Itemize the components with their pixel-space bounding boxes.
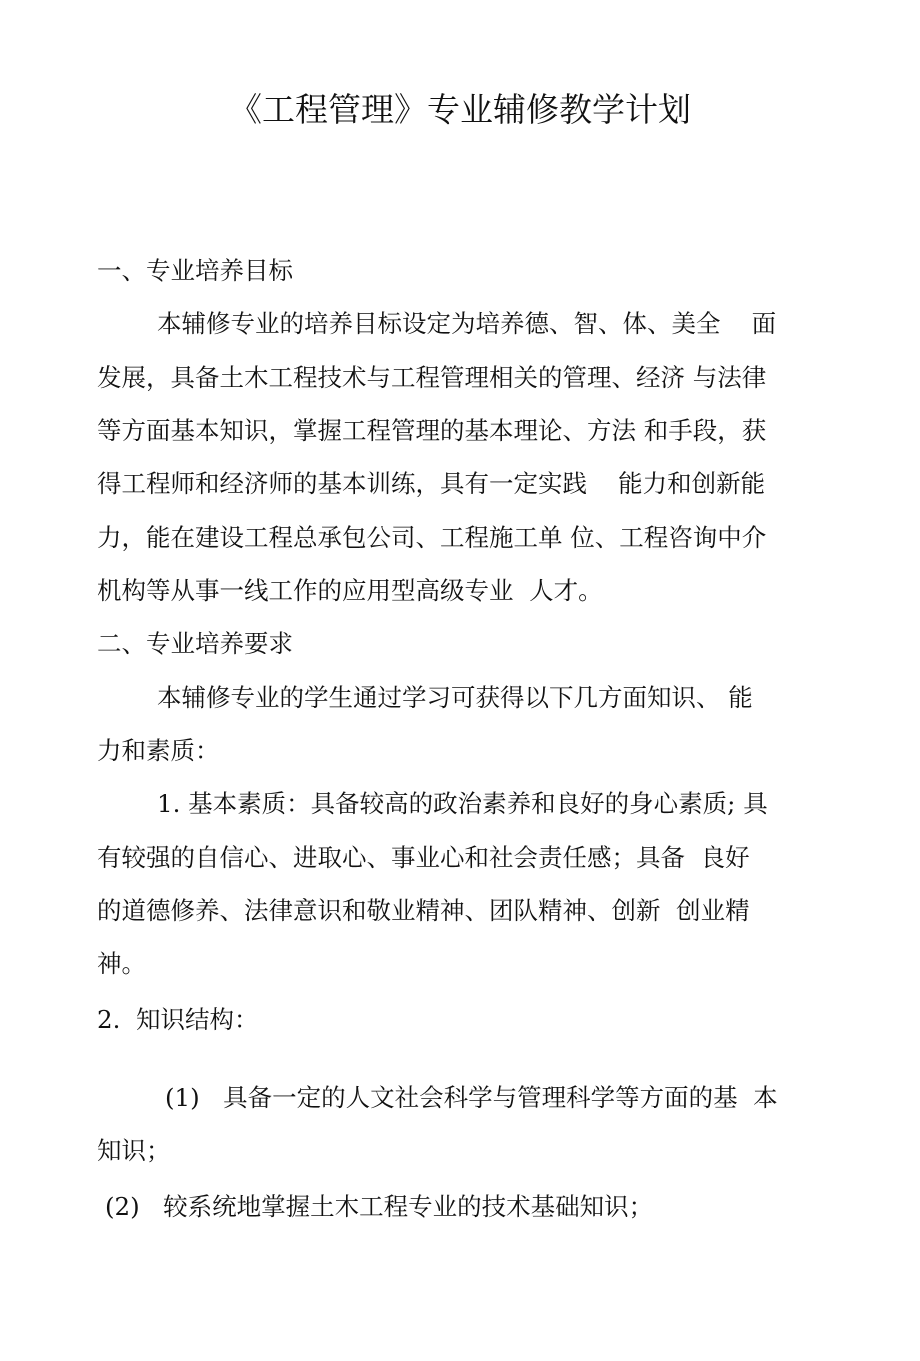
paragraph-line: 等方面基本知识，掌握工程管理的基本理论、方法 和手段，获 xyxy=(97,416,767,445)
paragraph-line: 力，能在建设工程总承包公司、工程施工单 位、工程咨询中介 xyxy=(97,523,767,552)
intro-line: 本辅修专业的学生通过学习可获得以下几方面知识、 能 xyxy=(157,683,753,712)
sub-item-2-line: (2) 较系统地掌握土木工程专业的技术基础知识； xyxy=(105,1192,654,1221)
paragraph-line: 本辅修专业的培养目标设定为培养德、智、体、美全 面 xyxy=(157,309,777,338)
section-heading-training-goals: 一、专业培养目标 xyxy=(97,256,293,285)
intro-line: 力和素质： xyxy=(97,736,220,765)
document-title: 《工程管理》专业辅修教学计划 xyxy=(229,90,691,129)
section-heading-training-requirements: 二、专业培养要求 xyxy=(97,629,293,658)
item-basic-quality-line: 1. 基本素质：具备较高的政治素养和良好的身心素质; 具 xyxy=(157,789,768,818)
paragraph-line: 机构等从事一线工作的应用型高级专业 人才。 xyxy=(97,576,603,605)
item-basic-quality-line: 有较强的自信心、进取心、事业心和社会责任感；具备 良好 xyxy=(97,843,750,872)
item-basic-quality-line: 的道德修养、法律意识和敬业精神、团队精神、创新 创业精 xyxy=(97,896,750,925)
sub-item-1-line: (1) 具备一定的人文社会科学与管理科学等方面的基 本 xyxy=(165,1083,778,1112)
item-basic-quality-line: 神。 xyxy=(97,949,146,978)
sub-item-1-line: 知识； xyxy=(97,1136,171,1165)
item-knowledge-structure-heading: 2. 知识结构： xyxy=(97,1005,259,1034)
paragraph-line: 发展，具备土木工程技术与工程管理相关的管理、经济 与法律 xyxy=(97,363,767,392)
paragraph-line: 得工程师和经济师的基本训练，具有一定实践 能力和创新能 xyxy=(97,469,766,498)
